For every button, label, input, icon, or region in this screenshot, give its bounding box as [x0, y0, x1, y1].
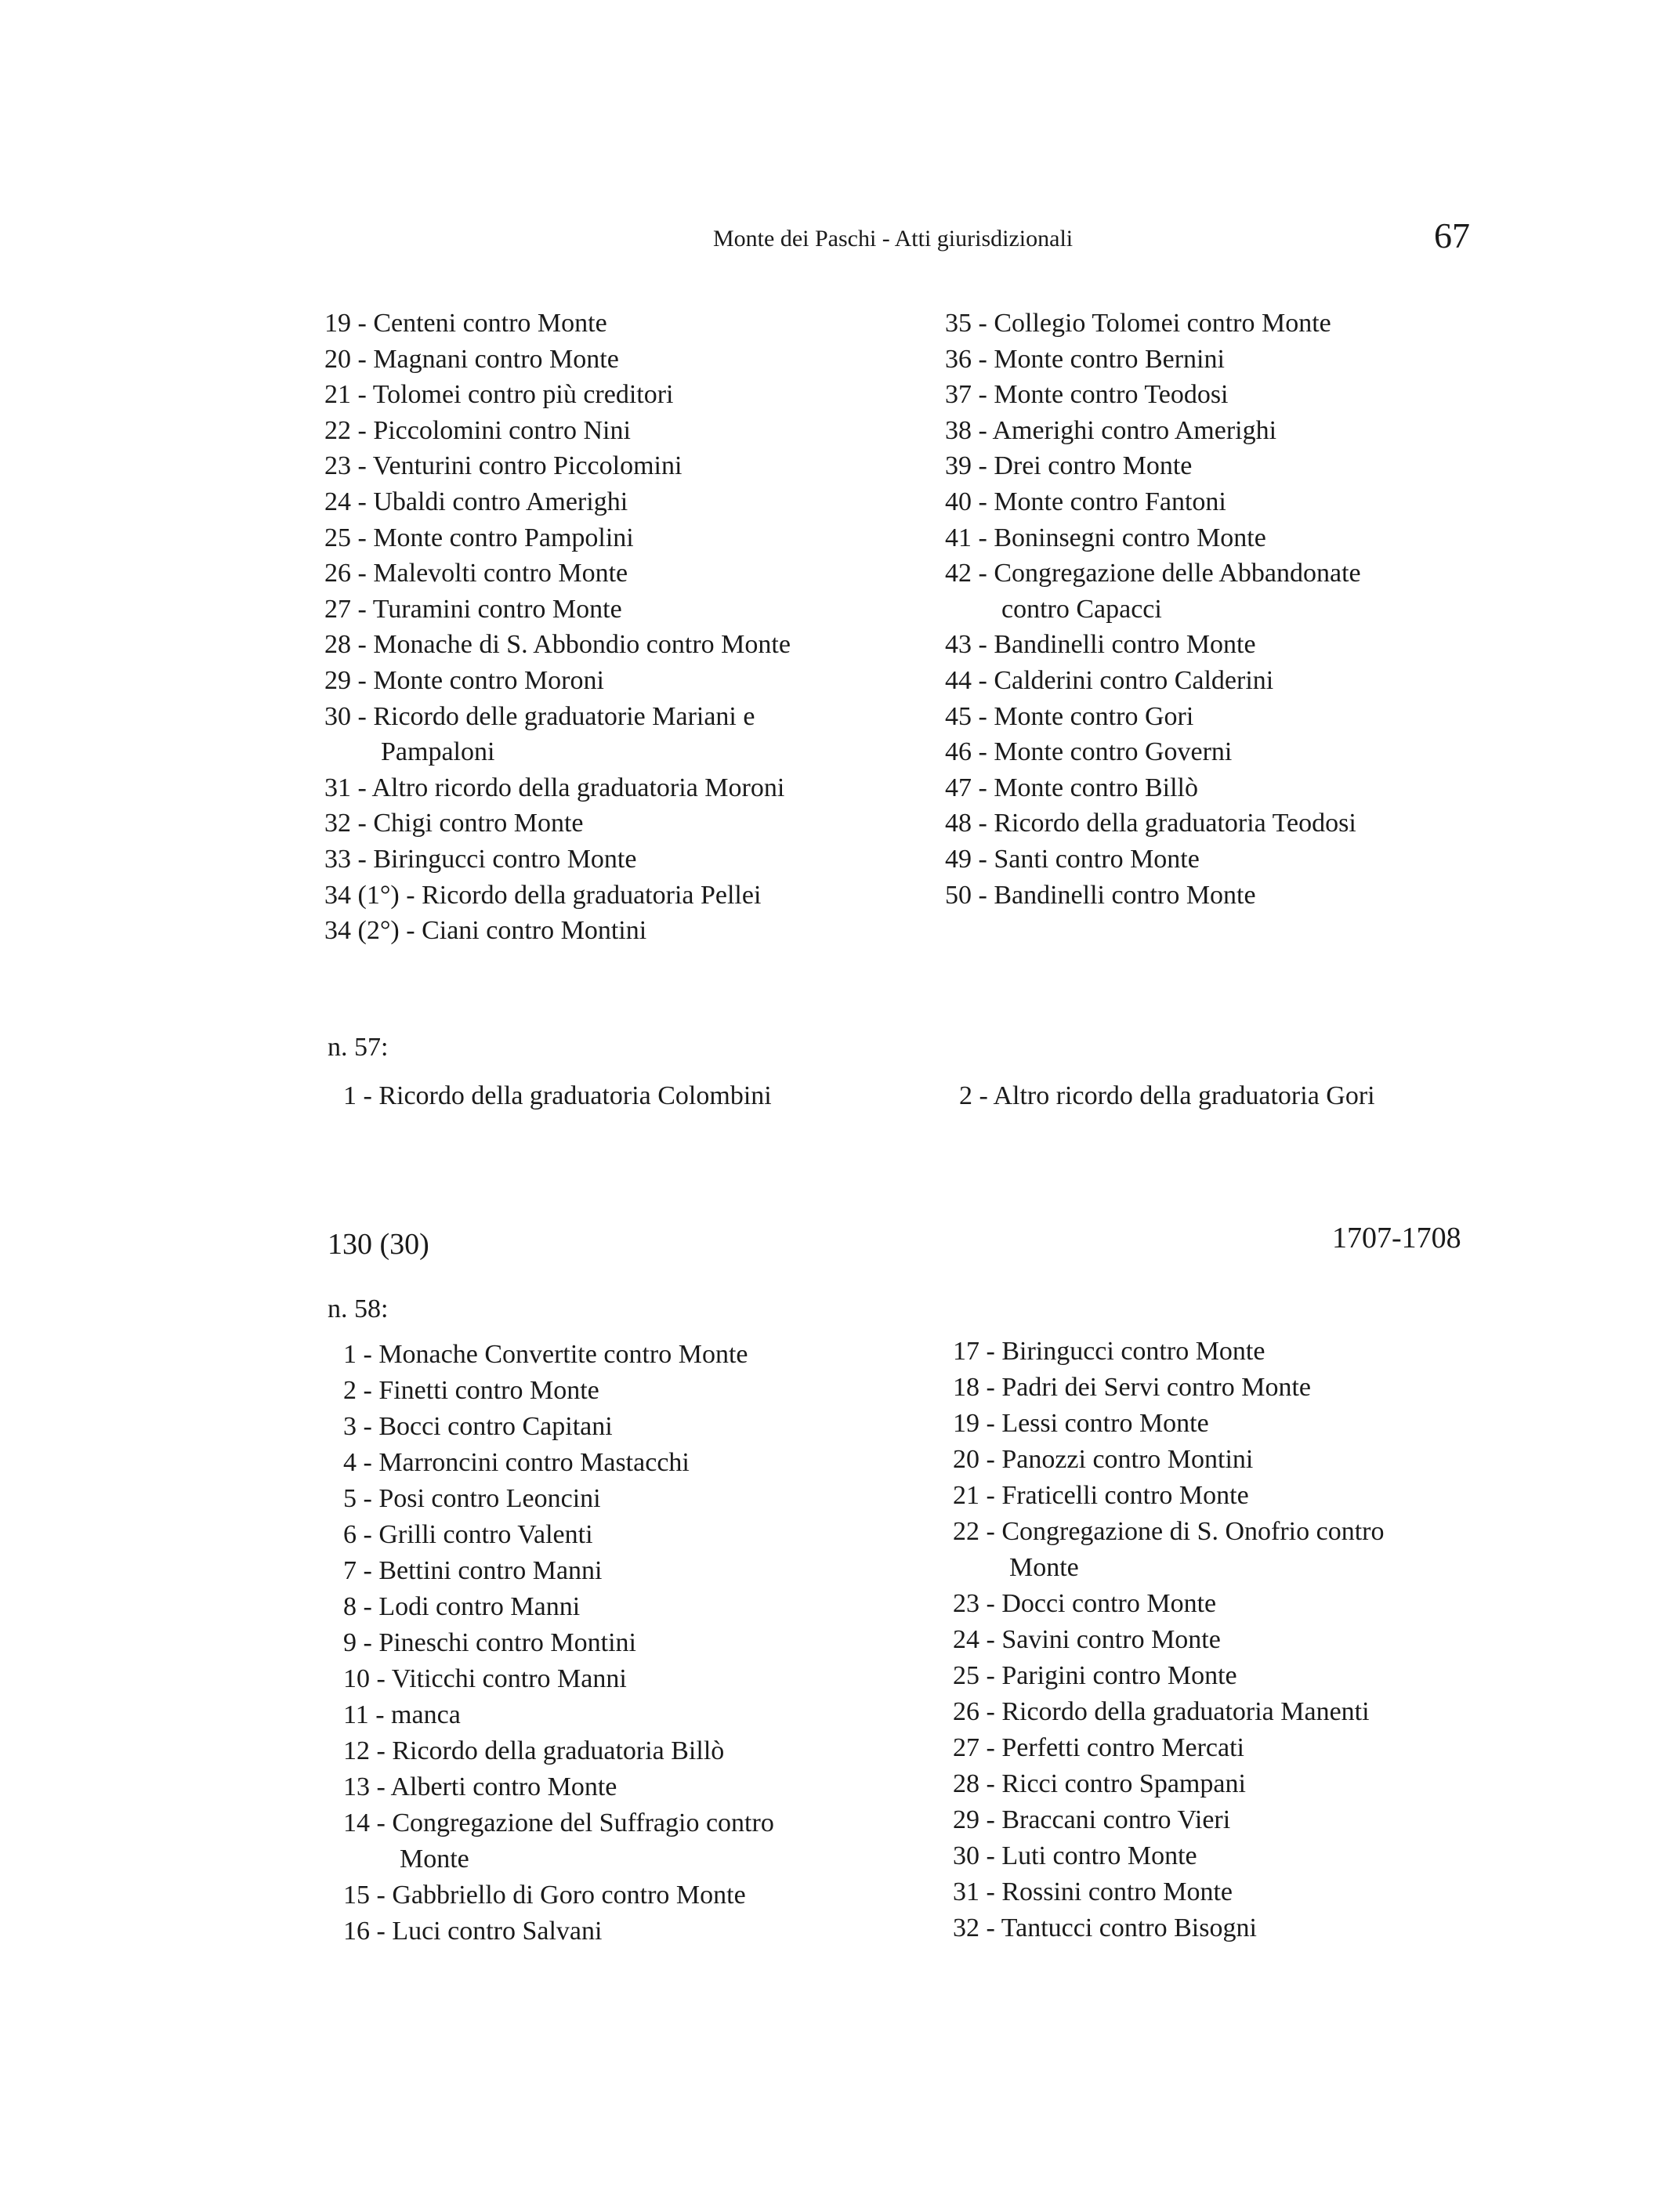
entry-text: 34 (1°) - Ricordo della graduatoria Pellei — [324, 880, 762, 910]
list-entry — [945, 699, 1361, 735]
entry-text: 49 - Santi contro Monte — [945, 844, 1200, 874]
entry-text: 12 - Ricordo della graduatoria Billò — [343, 1736, 725, 1765]
entry-text: 2 - Altro ricordo della graduatoria Gori — [959, 1081, 1375, 1110]
list-entry — [945, 520, 1361, 556]
list-entry — [953, 1334, 1385, 1370]
list-entry — [324, 448, 791, 484]
entry-text: 44 - Calderini contro Calderini — [945, 665, 1274, 695]
list-entry — [324, 842, 791, 878]
list-entry — [324, 913, 791, 949]
list-entry — [324, 699, 791, 770]
entry-text: 43 - Bandinelli contro Monte — [945, 630, 1256, 660]
list-entry — [343, 1697, 774, 1733]
list-entry — [343, 1625, 774, 1661]
list-entry — [343, 1805, 774, 1877]
list-entry — [343, 1733, 774, 1769]
list-entry — [953, 1658, 1385, 1694]
entry-text: 15 - Gabbriello di Goro contro Monte — [343, 1881, 746, 1910]
entry-text: 37 - Monte contro Teodosi — [945, 380, 1229, 410]
entry-text: 35 - Collegio Tolomei contro Monte — [945, 309, 1331, 338]
list-entry — [324, 306, 791, 342]
unit-number: 130 (30) — [328, 1228, 429, 1261]
n57-list-left — [343, 1078, 772, 1114]
entry-text: 1 - Monache Convertite contro Monte — [343, 1340, 748, 1369]
list-entry — [945, 413, 1361, 449]
entry-text: 29 - Braccani contro Vieri — [953, 1805, 1231, 1834]
entry-text: 10 - Viticchi contro Manni — [343, 1664, 627, 1693]
list-entry — [324, 663, 791, 699]
entry-text: 2 - Finetti contro Monte — [343, 1376, 599, 1405]
list-entry — [953, 1802, 1385, 1838]
list-entry — [324, 770, 791, 806]
list-entry — [343, 1913, 774, 1950]
list-entry — [953, 1586, 1385, 1622]
list-entry — [953, 1442, 1385, 1478]
entry-text: 27 - Turamini contro Monte — [324, 594, 622, 624]
entry-text: 17 - Biringucci contro Monte — [953, 1337, 1265, 1366]
entry-text: 25 - Monte contro Pampolini — [324, 523, 634, 552]
entry-text: 28 - Monache di S. Abbondio contro Monte — [324, 630, 791, 660]
entry-text: 20 - Panozzi contro Montini — [953, 1445, 1254, 1474]
list-entry — [945, 556, 1361, 627]
list-entry — [945, 342, 1361, 378]
list-entry — [953, 1514, 1385, 1586]
list-entry — [324, 342, 791, 378]
list-entry — [945, 878, 1361, 914]
entry-continuation: Monte — [400, 1845, 469, 1874]
list-entry — [343, 1373, 774, 1409]
list-entry — [945, 770, 1361, 806]
list-entry — [945, 734, 1361, 770]
entry-text: 46 - Monte contro Governi — [945, 737, 1233, 767]
list-entry — [343, 1409, 774, 1445]
list-entry — [953, 1622, 1385, 1658]
top-list-left — [324, 306, 791, 949]
entry-text: 28 - Ricci contro Spampani — [953, 1769, 1246, 1798]
list-entry — [324, 413, 791, 449]
list-entry — [953, 1910, 1385, 1946]
entry-text: 39 - Drei contro Monte — [945, 451, 1193, 481]
list-entry — [324, 592, 791, 628]
list-entry — [343, 1481, 774, 1517]
list-entry — [953, 1370, 1385, 1406]
list-entry — [343, 1877, 774, 1913]
entry-text: 32 - Chigi contro Monte — [324, 809, 584, 838]
entry-text: 31 - Altro ricordo della graduatoria Moroni — [324, 773, 785, 802]
n57-list-right — [959, 1078, 1375, 1114]
list-entry — [324, 627, 791, 663]
list-entry — [953, 1838, 1385, 1874]
list-entry — [343, 1337, 774, 1373]
entry-text: 23 - Docci contro Monte — [953, 1589, 1217, 1618]
entry-text: 32 - Tantucci contro Bisogni — [953, 1913, 1257, 1942]
entry-text: 5 - Posi contro Leoncini — [343, 1484, 601, 1513]
list-entry — [343, 1553, 774, 1589]
entry-text: 21 - Fraticelli contro Monte — [953, 1481, 1249, 1510]
entry-text: 21 - Tolomei contro più creditori — [324, 380, 674, 410]
list-entry — [945, 448, 1361, 484]
entry-text: 33 - Biringucci contro Monte — [324, 844, 637, 874]
list-entry — [324, 878, 791, 914]
entry-text: 36 - Monte contro Bernini — [945, 344, 1225, 374]
entry-text: 6 - Grilli contro Valenti — [343, 1520, 593, 1549]
entry-text: 11 - manca — [343, 1700, 461, 1729]
entry-text: 16 - Luci contro Salvani — [343, 1917, 603, 1946]
running-head — [0, 215, 1489, 271]
entry-text: 41 - Boninsegni contro Monte — [945, 523, 1266, 552]
list-entry — [324, 806, 791, 842]
entry-text: 31 - Rossini contro Monte — [953, 1877, 1233, 1906]
list-entry — [959, 1078, 1375, 1114]
top-list-right — [945, 306, 1361, 913]
list-entry — [945, 842, 1361, 878]
n58-list-right — [953, 1334, 1385, 1946]
entry-text: 29 - Monte contro Moroni — [324, 665, 604, 695]
list-entry — [945, 306, 1361, 342]
n58-list-left — [343, 1337, 774, 1950]
entry-text: 45 - Monte contro Gori — [945, 701, 1194, 731]
entry-text: 22 - Piccolomini contro Nini — [324, 415, 631, 445]
list-entry — [953, 1694, 1385, 1730]
entry-text: 40 - Monte contro Fantoni — [945, 487, 1226, 516]
entry-text: 20 - Magnani contro Monte — [324, 344, 619, 374]
entry-text: 14 - Congregazione del Suffragio contro — [343, 1808, 774, 1837]
entry-list — [959, 1078, 1375, 1114]
running-title: Monte dei Paschi - Atti giurisdizionali — [713, 226, 1074, 252]
entry-text: 3 - Bocci contro Capitani — [343, 1412, 613, 1441]
entry-text: 9 - Pineschi contro Montini — [343, 1628, 636, 1657]
list-entry — [343, 1078, 772, 1114]
list-entry — [953, 1406, 1385, 1442]
entry-text: 25 - Parigini contro Monte — [953, 1661, 1237, 1690]
entry-text: 30 - Ricordo delle graduatorie Mariani e — [324, 701, 755, 731]
entry-text: 19 - Lessi contro Monte — [953, 1409, 1209, 1438]
entry-list — [945, 306, 1361, 913]
list-entry — [324, 484, 791, 520]
entry-continuation: contro Capacci — [1001, 594, 1162, 624]
section-label-n58: n. 58: — [328, 1294, 389, 1323]
entry-text: 26 - Malevolti contro Monte — [324, 559, 628, 588]
entry-text: 23 - Venturini contro Piccolomini — [324, 451, 682, 481]
list-entry — [343, 1589, 774, 1625]
entry-text: 7 - Bettini contro Manni — [343, 1556, 603, 1585]
entry-text: 48 - Ricordo della graduatoria Teodosi — [945, 809, 1356, 838]
entry-text: 19 - Centeni contro Monte — [324, 309, 607, 338]
entry-list — [343, 1337, 774, 1950]
entry-list — [953, 1334, 1385, 1946]
list-entry — [324, 556, 791, 592]
page-number: 67 — [1434, 215, 1470, 255]
list-entry — [343, 1661, 774, 1697]
list-entry — [343, 1769, 774, 1805]
list-entry — [343, 1517, 774, 1553]
list-entry — [324, 520, 791, 556]
entry-continuation: Pampaloni — [381, 737, 495, 767]
list-entry — [953, 1730, 1385, 1766]
entry-text: 30 - Luti contro Monte — [953, 1841, 1197, 1870]
entry-continuation: Monte — [1009, 1553, 1079, 1582]
entry-list — [343, 1078, 772, 1114]
list-entry — [953, 1874, 1385, 1910]
entry-list — [324, 306, 791, 949]
entry-text: 27 - Perfetti contro Mercati — [953, 1733, 1244, 1762]
unit-dates: 1707-1708 — [1332, 1222, 1461, 1254]
list-entry — [945, 663, 1361, 699]
entry-text: 50 - Bandinelli contro Monte — [945, 880, 1256, 910]
list-entry — [945, 627, 1361, 663]
list-entry — [324, 377, 791, 413]
entry-text: 18 - Padri dei Servi contro Monte — [953, 1373, 1312, 1402]
entry-text: 42 - Congregazione delle Abbandonate — [945, 559, 1361, 588]
entry-text: 13 - Alberti contro Monte — [343, 1772, 617, 1801]
entry-text: 24 - Savini contro Monte — [953, 1625, 1221, 1654]
entry-text: 38 - Amerighi contro Amerighi — [945, 415, 1277, 445]
list-entry — [945, 377, 1361, 413]
entry-text: 34 (2°) - Ciani contro Montini — [324, 916, 647, 946]
entry-text: 24 - Ubaldi contro Amerighi — [324, 487, 628, 516]
entry-text: 1 - Ricordo della graduatoria Colombini — [343, 1081, 772, 1110]
list-entry — [953, 1478, 1385, 1514]
entry-text: 8 - Lodi contro Manni — [343, 1592, 581, 1621]
entry-text: 22 - Congregazione di S. Onofrio contro — [953, 1517, 1385, 1546]
entry-text: 26 - Ricordo della graduatoria Manenti — [953, 1697, 1370, 1726]
section-label-n57: n. 57: — [328, 1033, 389, 1062]
list-entry — [343, 1445, 774, 1481]
list-entry — [945, 806, 1361, 842]
list-entry — [945, 484, 1361, 520]
list-entry — [953, 1766, 1385, 1802]
entry-text: 4 - Marroncini contro Mastacchi — [343, 1448, 690, 1477]
entry-text: 47 - Monte contro Billò — [945, 773, 1198, 802]
